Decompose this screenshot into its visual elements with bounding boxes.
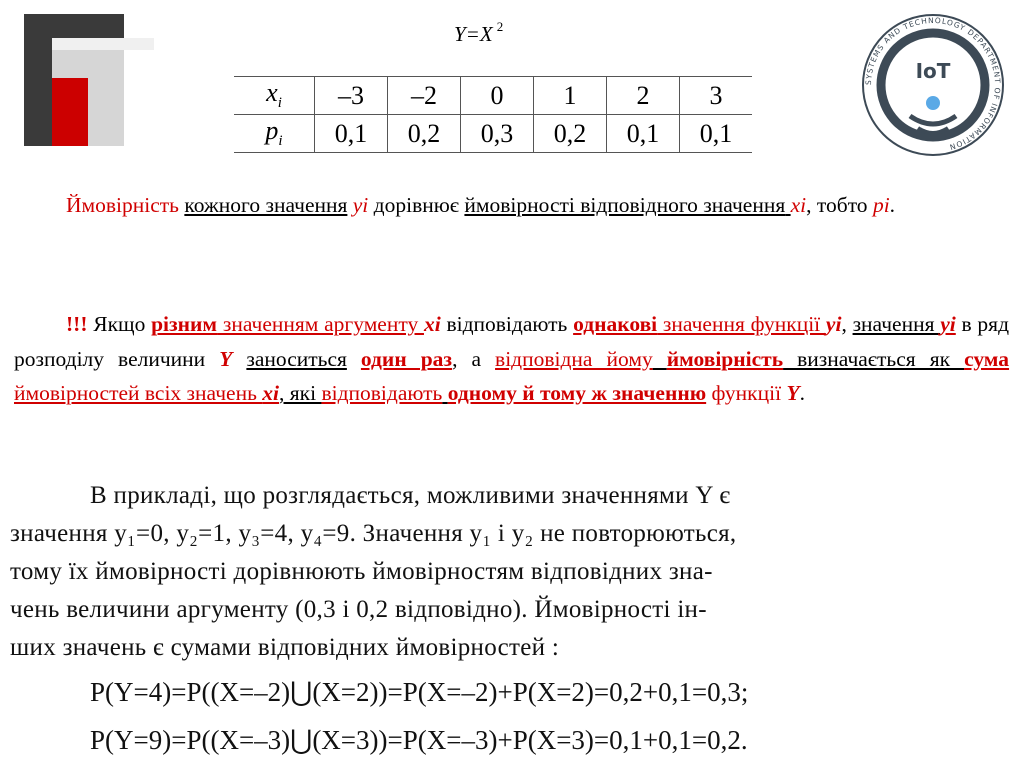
table-cell: 2 [607, 77, 680, 115]
iot-ring-text: SYSTEMS AND TECHNOLOGY DEPARTMENT OF INFORMATION [863, 15, 1003, 152]
table-cell: 0,1 [607, 115, 680, 153]
paragraph-merge-rule: !!! Якщо різним значенням аргументу xi відповідають однакові значення функції yi, значення yi в ряд розподілу величини Y заноситься один раз, а відповідна йому ймовірність визначається як сума ймовірностей всіх значень xi, які відповідають одному й тому ж значенню функції Y. [14, 312, 1010, 405]
table-cell: 0 [461, 77, 534, 115]
formula-exponent: 2 [496, 19, 504, 34]
table-cell: 0,1 [680, 115, 753, 153]
scan-line: чень величини аргументу (0,3 і 0,2 відповідно). Ймовірності ін- [10, 596, 707, 623]
ft-logo [24, 14, 154, 146]
table-cell: 0,2 [534, 115, 607, 153]
table-cell: 1 [534, 77, 607, 115]
function-formula [454, 19, 504, 47]
table-row-p [234, 115, 752, 153]
table-cell: –2 [388, 77, 461, 115]
distribution-table [234, 76, 752, 153]
equation-y9: P(Y=9)=P((X=–3)⋃(X=3))=P(X=–3)+P(X=3)=0,1+0,1=0,2. [90, 725, 748, 755]
iot-department-logo [858, 10, 1008, 160]
table-cell: 0,2 [388, 115, 461, 153]
table-cell: –3 [315, 77, 388, 115]
row-label-p: $p_i$ [265, 116, 283, 150]
table-cell: 3 [680, 77, 753, 115]
table-cell: 0,1 [315, 115, 388, 153]
formula-text: Y=X [454, 22, 493, 46]
table-row-x [234, 77, 752, 115]
paragraph-probability-rule: Ймовірність кожного значення yi дорівнює ймовірності відповідного значення xi, тобто pi. [66, 193, 896, 217]
scan-line: тому їх ймовірності дорівнюють ймовірностям відповідних зна- [10, 558, 713, 585]
iot-label: IoT [915, 59, 951, 83]
table-cell: 0,3 [461, 115, 534, 153]
scan-line: ших значень є сумами відповідних ймовірностей : [10, 634, 560, 661]
equation-y4: P(Y=4)=P((X=–2)⋃(X=2))=P(X=–2)+P(X=2)=0,2+0,1=0,3; [90, 677, 749, 707]
scan-line: значення y₁=0, y₂=1, y₃=4, y₄=9. Значення y₁ і y₂ не повторюються, [10, 520, 737, 547]
row-label-x: $x_i$ [234, 77, 315, 115]
scan-line: В прикладі, що розглядається, можливими значеннями Y є [90, 482, 731, 509]
